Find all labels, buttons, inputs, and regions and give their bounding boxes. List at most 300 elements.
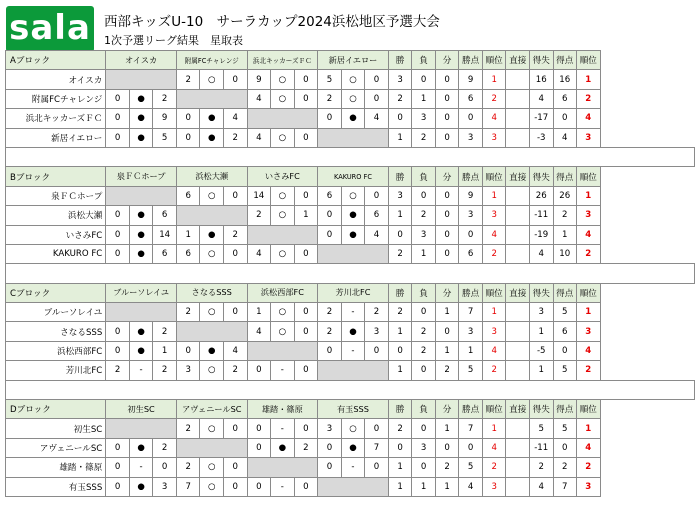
opponent-header: 附属FCチャレンジ xyxy=(176,51,247,70)
score-for: 2 xyxy=(318,322,342,341)
self-match-cell xyxy=(318,244,389,263)
result-mark: ● xyxy=(129,109,153,128)
wins: 3 xyxy=(388,70,412,89)
score-for: 2 xyxy=(176,419,200,438)
goals-for: 16 xyxy=(553,70,577,89)
score-for: 0 xyxy=(318,109,342,128)
goals-for: 26 xyxy=(553,186,577,205)
score-for: 0 xyxy=(318,206,342,225)
draws: 2 xyxy=(435,361,459,380)
losses: 3 xyxy=(412,438,436,457)
score-for: 0 xyxy=(176,109,200,128)
score-against: 4 xyxy=(365,109,389,128)
goals-for: 0 xyxy=(553,341,577,360)
stat-header: 負 xyxy=(412,283,436,302)
score-against: 0 xyxy=(224,186,248,205)
result-mark: ○ xyxy=(341,89,365,108)
goals-for: 4 xyxy=(553,128,577,147)
score-against: 0 xyxy=(224,70,248,89)
team-name: KAKURO FC xyxy=(6,244,106,263)
wins: 2 xyxy=(388,89,412,108)
self-match-cell xyxy=(106,70,177,89)
score-against: 4 xyxy=(224,341,248,360)
team-row xyxy=(6,361,695,380)
head-to-head xyxy=(506,89,530,108)
team-name: 浜北キッカーズＦＣ xyxy=(6,109,106,128)
points: 5 xyxy=(459,458,483,477)
team-row xyxy=(6,419,695,438)
opponent-header: さなるSSS xyxy=(176,283,247,302)
team-row xyxy=(6,244,695,263)
block-name: Cブロック xyxy=(6,283,106,302)
wins: 2 xyxy=(388,419,412,438)
head-to-head xyxy=(506,477,530,496)
draws: 0 xyxy=(435,438,459,457)
score-against: 0 xyxy=(294,477,318,496)
opponent-header: 有玉SSS xyxy=(318,400,389,419)
losses: 3 xyxy=(412,109,436,128)
score-against: 4 xyxy=(365,225,389,244)
score-for: 0 xyxy=(318,438,342,457)
score-against: 0 xyxy=(294,186,318,205)
score-for: 1 xyxy=(247,303,271,322)
result-mark: ○ xyxy=(271,244,295,263)
goal-difference: 1 xyxy=(529,322,553,341)
page-subtitle: 1次予選リーグ結果 星取表 xyxy=(104,34,243,47)
stat-header: 得点 xyxy=(553,167,577,186)
score-against: 0 xyxy=(224,244,248,263)
final-rank: 1 xyxy=(577,419,601,438)
score-for: 9 xyxy=(247,70,271,89)
result-mark: - xyxy=(271,361,295,380)
goals-for: 6 xyxy=(553,89,577,108)
team-row xyxy=(6,225,695,244)
goals-for: 5 xyxy=(553,303,577,322)
score-for: 6 xyxy=(176,244,200,263)
score-against: 4 xyxy=(224,109,248,128)
result-mark: ● xyxy=(271,438,295,457)
result-mark: ○ xyxy=(200,303,224,322)
self-match-cell xyxy=(176,322,247,341)
head-to-head xyxy=(506,225,530,244)
score-against: 2 xyxy=(224,225,248,244)
stat-header: 得点 xyxy=(553,51,577,70)
result-mark: - xyxy=(341,458,365,477)
score-for: 0 xyxy=(106,322,130,341)
team-name: 有玉SSS xyxy=(6,477,106,496)
team-name: 泉ＦＣホープ xyxy=(6,186,106,205)
goal-difference: 26 xyxy=(529,186,553,205)
score-for: 5 xyxy=(318,70,342,89)
result-mark: - xyxy=(129,458,153,477)
head-to-head xyxy=(506,206,530,225)
draws: 1 xyxy=(435,477,459,496)
goal-difference: -17 xyxy=(529,109,553,128)
stat-header: 得失 xyxy=(529,400,553,419)
score-against: 0 xyxy=(365,458,389,477)
draws: 0 xyxy=(435,322,459,341)
losses: 0 xyxy=(412,70,436,89)
result-mark: ○ xyxy=(341,70,365,89)
result-mark: - xyxy=(129,361,153,380)
result-mark: ● xyxy=(129,438,153,457)
result-mark: ● xyxy=(129,128,153,147)
self-match-cell xyxy=(247,341,318,360)
standings-table xyxy=(5,50,695,497)
stat-header: 分 xyxy=(435,400,459,419)
score-for: 6 xyxy=(176,186,200,205)
losses: 2 xyxy=(412,322,436,341)
stat-header: 順位 xyxy=(482,51,506,70)
score-against: 0 xyxy=(365,341,389,360)
rank: 3 xyxy=(482,206,506,225)
spacer-row xyxy=(6,380,695,399)
team-row xyxy=(6,458,695,477)
draws: 0 xyxy=(435,89,459,108)
opponent-header: KAKURO FC xyxy=(318,167,389,186)
score-against: 0 xyxy=(365,186,389,205)
team-name: 初生SC xyxy=(6,419,106,438)
final-rank: 3 xyxy=(577,206,601,225)
result-mark: - xyxy=(271,477,295,496)
stat-header: 得失 xyxy=(529,51,553,70)
spacer-row xyxy=(6,264,695,283)
score-for: 0 xyxy=(106,206,130,225)
goal-difference: -5 xyxy=(529,341,553,360)
final-rank: 2 xyxy=(577,89,601,108)
result-mark: ○ xyxy=(271,303,295,322)
self-match-cell xyxy=(106,303,177,322)
points: 1 xyxy=(459,341,483,360)
stat-header: 順位 xyxy=(482,167,506,186)
result-mark: ● xyxy=(200,341,224,360)
score-for: 0 xyxy=(106,128,130,147)
losses: 1 xyxy=(412,89,436,108)
result-mark: ● xyxy=(200,109,224,128)
goal-difference: -11 xyxy=(529,438,553,457)
score-for: 2 xyxy=(176,458,200,477)
points: 0 xyxy=(459,438,483,457)
goals-for: 5 xyxy=(553,419,577,438)
team-row xyxy=(6,128,695,147)
score-for: 0 xyxy=(247,477,271,496)
stat-header: 直接 xyxy=(506,51,530,70)
result-mark: ● xyxy=(341,225,365,244)
stat-header: 順位 xyxy=(577,283,601,302)
score-for: 0 xyxy=(318,341,342,360)
wins: 1 xyxy=(388,477,412,496)
result-mark: ● xyxy=(129,477,153,496)
losses: 2 xyxy=(412,341,436,360)
score-against: 0 xyxy=(294,70,318,89)
points: 5 xyxy=(459,361,483,380)
self-match-cell xyxy=(247,458,318,477)
stat-header: 勝点 xyxy=(459,400,483,419)
draws: 1 xyxy=(435,419,459,438)
stat-header: 勝点 xyxy=(459,283,483,302)
score-against: 2 xyxy=(224,128,248,147)
score-against: 7 xyxy=(365,438,389,457)
team-name: 浜松大瀬 xyxy=(6,206,106,225)
team-row xyxy=(6,70,695,89)
wins: 1 xyxy=(388,322,412,341)
goal-difference: -19 xyxy=(529,225,553,244)
points: 7 xyxy=(459,419,483,438)
head-to-head xyxy=(506,419,530,438)
team-name: 雄踏・篠原 xyxy=(6,458,106,477)
draws: 0 xyxy=(435,206,459,225)
final-rank: 2 xyxy=(577,458,601,477)
final-rank: 4 xyxy=(577,109,601,128)
rank: 2 xyxy=(482,458,506,477)
goal-difference: 4 xyxy=(529,477,553,496)
stat-header: 得失 xyxy=(529,283,553,302)
score-against: 0 xyxy=(294,419,318,438)
score-for: 0 xyxy=(247,419,271,438)
score-against: 0 xyxy=(294,303,318,322)
head-to-head xyxy=(506,361,530,380)
wins: 1 xyxy=(388,361,412,380)
score-against: 1 xyxy=(294,206,318,225)
score-for: 2 xyxy=(176,70,200,89)
losses: 0 xyxy=(412,419,436,438)
wins: 2 xyxy=(388,303,412,322)
goals-for: 2 xyxy=(553,206,577,225)
team-name: 浜松西部FC xyxy=(6,341,106,360)
score-against: 3 xyxy=(365,322,389,341)
team-name: 新居イエロー xyxy=(6,128,106,147)
goals-for: 7 xyxy=(553,477,577,496)
stat-header: 得点 xyxy=(553,400,577,419)
opponent-header: 泉ＦＣホープ xyxy=(106,167,177,186)
goals-for: 5 xyxy=(553,361,577,380)
head-to-head xyxy=(506,128,530,147)
team-row xyxy=(6,186,695,205)
stat-header: 直接 xyxy=(506,400,530,419)
stat-header: 順位 xyxy=(482,283,506,302)
score-against: 2 xyxy=(153,322,177,341)
head-to-head xyxy=(506,303,530,322)
self-match-cell xyxy=(318,477,389,496)
losses: 1 xyxy=(412,477,436,496)
result-mark: ● xyxy=(129,244,153,263)
rank: 1 xyxy=(482,303,506,322)
score-against: 14 xyxy=(153,225,177,244)
score-against: 6 xyxy=(153,206,177,225)
head-to-head xyxy=(506,322,530,341)
goal-difference: -3 xyxy=(529,128,553,147)
points: 9 xyxy=(459,186,483,205)
result-mark: ○ xyxy=(271,186,295,205)
result-mark: ○ xyxy=(200,458,224,477)
score-against: 0 xyxy=(153,458,177,477)
page-title: 西部キッズU-10 サーラカップ2024浜松地区予選大会 xyxy=(104,14,440,30)
result-mark: ○ xyxy=(200,244,224,263)
score-for: 1 xyxy=(176,225,200,244)
losses: 1 xyxy=(412,244,436,263)
draws: 1 xyxy=(435,341,459,360)
block-header-row xyxy=(6,400,695,419)
points: 9 xyxy=(459,70,483,89)
score-for: 4 xyxy=(247,244,271,263)
rank: 1 xyxy=(482,186,506,205)
result-mark: - xyxy=(271,419,295,438)
wins: 3 xyxy=(388,186,412,205)
rank: 3 xyxy=(482,322,506,341)
goals-for: 10 xyxy=(553,244,577,263)
score-for: 0 xyxy=(247,438,271,457)
spacer-cell xyxy=(6,380,695,399)
stat-header: 負 xyxy=(412,167,436,186)
score-against: 6 xyxy=(365,206,389,225)
score-for: 0 xyxy=(176,128,200,147)
spacer-cell xyxy=(6,264,695,283)
stat-header: 勝点 xyxy=(459,167,483,186)
losses: 0 xyxy=(412,458,436,477)
score-for: 0 xyxy=(106,244,130,263)
team-name: ブルーソレイユ xyxy=(6,303,106,322)
losses: 0 xyxy=(412,361,436,380)
opponent-header: 浜松西部FC xyxy=(247,283,318,302)
self-match-cell xyxy=(106,419,177,438)
result-mark: ● xyxy=(341,206,365,225)
draws: 2 xyxy=(435,458,459,477)
result-mark: ○ xyxy=(200,419,224,438)
result-mark: ○ xyxy=(341,186,365,205)
opponent-header: 浜北キッカーズＦＣ xyxy=(247,51,318,70)
team-row xyxy=(6,303,695,322)
result-mark: ● xyxy=(200,225,224,244)
head-to-head xyxy=(506,186,530,205)
draws: 0 xyxy=(435,70,459,89)
final-rank: 3 xyxy=(577,477,601,496)
stat-header: 負 xyxy=(412,51,436,70)
opponent-header: 雄踏・篠原 xyxy=(247,400,318,419)
score-for: 2 xyxy=(106,361,130,380)
stat-header: 勝 xyxy=(388,167,412,186)
score-for: 2 xyxy=(247,206,271,225)
head-to-head xyxy=(506,438,530,457)
points: 4 xyxy=(459,477,483,496)
result-mark: ● xyxy=(341,438,365,457)
final-rank: 4 xyxy=(577,225,601,244)
score-against: 0 xyxy=(365,89,389,108)
losses: 3 xyxy=(412,225,436,244)
stat-header: 直接 xyxy=(506,283,530,302)
score-against: 0 xyxy=(224,303,248,322)
final-rank: 1 xyxy=(577,303,601,322)
opponent-header: いさみFC xyxy=(247,167,318,186)
head-to-head xyxy=(506,244,530,263)
goal-difference: 4 xyxy=(529,89,553,108)
score-against: 0 xyxy=(294,244,318,263)
wins: 1 xyxy=(388,128,412,147)
score-for: 0 xyxy=(318,225,342,244)
score-against: 0 xyxy=(294,361,318,380)
goal-difference: 3 xyxy=(529,303,553,322)
final-rank: 2 xyxy=(577,361,601,380)
sala-logo: sala xyxy=(6,6,94,52)
block-name: Dブロック xyxy=(6,400,106,419)
goals-for: 1 xyxy=(553,225,577,244)
stat-header: 順位 xyxy=(577,400,601,419)
score-against: 6 xyxy=(153,244,177,263)
wins: 1 xyxy=(388,458,412,477)
opponent-header: 芳川北FC xyxy=(318,283,389,302)
opponent-header: 浜松大瀬 xyxy=(176,167,247,186)
result-mark: ○ xyxy=(341,419,365,438)
self-match-cell xyxy=(247,225,318,244)
final-rank: 3 xyxy=(577,128,601,147)
head-to-head xyxy=(506,458,530,477)
team-row xyxy=(6,322,695,341)
block-name: Bブロック xyxy=(6,167,106,186)
wins: 0 xyxy=(388,109,412,128)
goals-for: 6 xyxy=(553,322,577,341)
draws: 0 xyxy=(435,109,459,128)
wins: 2 xyxy=(388,244,412,263)
final-rank: 4 xyxy=(577,438,601,457)
points: 6 xyxy=(459,244,483,263)
team-row xyxy=(6,438,695,457)
wins: 0 xyxy=(388,438,412,457)
goal-difference: -11 xyxy=(529,206,553,225)
result-mark: ● xyxy=(341,109,365,128)
draws: 0 xyxy=(435,186,459,205)
rank: 2 xyxy=(482,244,506,263)
wins: 1 xyxy=(388,206,412,225)
team-row xyxy=(6,477,695,496)
stat-header: 順位 xyxy=(577,51,601,70)
result-mark: ○ xyxy=(200,70,224,89)
score-for: 0 xyxy=(106,477,130,496)
opponent-header: ブルーソレイユ xyxy=(106,283,177,302)
score-for: 0 xyxy=(106,458,130,477)
team-name: いさみFC xyxy=(6,225,106,244)
result-mark: ● xyxy=(129,322,153,341)
score-for: 0 xyxy=(176,341,200,360)
block-header-row xyxy=(6,167,695,186)
block-header-row xyxy=(6,283,695,302)
points: 0 xyxy=(459,109,483,128)
wins: 0 xyxy=(388,225,412,244)
team-name: オイスカ xyxy=(6,70,106,89)
score-against: 2 xyxy=(153,89,177,108)
goals-for: 0 xyxy=(553,109,577,128)
losses: 2 xyxy=(412,128,436,147)
stat-header: 得失 xyxy=(529,167,553,186)
head-to-head xyxy=(506,70,530,89)
draws: 0 xyxy=(435,128,459,147)
score-for: 2 xyxy=(176,303,200,322)
losses: 2 xyxy=(412,206,436,225)
result-mark: ● xyxy=(129,89,153,108)
goal-difference: 16 xyxy=(529,70,553,89)
final-rank: 4 xyxy=(577,341,601,360)
self-match-cell xyxy=(318,361,389,380)
score-for: 0 xyxy=(247,361,271,380)
rank: 3 xyxy=(482,477,506,496)
stat-header: 直接 xyxy=(506,167,530,186)
score-against: 2 xyxy=(365,303,389,322)
result-mark: - xyxy=(341,303,365,322)
stat-header: 勝 xyxy=(388,51,412,70)
score-for: 0 xyxy=(318,458,342,477)
result-mark: ● xyxy=(129,206,153,225)
opponent-header: オイスカ xyxy=(106,51,177,70)
team-name: アヴェニールSC xyxy=(6,438,106,457)
rank: 2 xyxy=(482,361,506,380)
